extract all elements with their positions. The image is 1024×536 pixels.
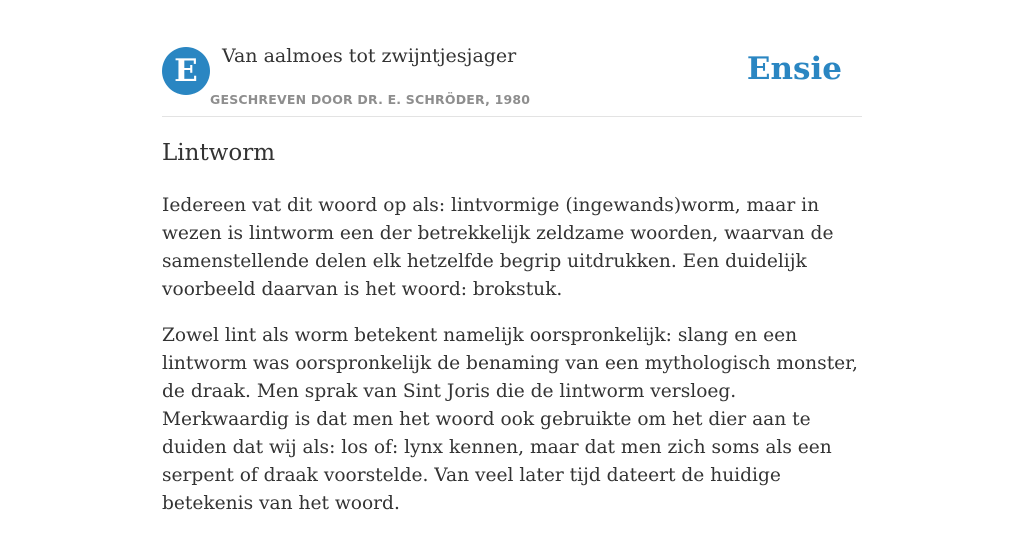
entry-paragraph-1: Iedereen vat dit woord op als: lintvormige (ingewands)worm, maar in wezen is lintworm een der betrekkelijk zeldzame woorden, waarvan de samenstellende delen elk hetzelfde begrip uitdrukken. Een duidelijk voorbeeld daarvan is het woord: brokstuk. — [162, 195, 834, 300]
page-content — [162, 0, 862, 514]
entry-body — [162, 192, 862, 536]
ensie-logo-icon[interactable]: E — [162, 47, 210, 95]
entry-paragraph-2: Zowel lint als worm betekent namelijk oorspronkelijk: slang en een lintworm was oorspronkelijk de benaming van een mythologisch monster, de draak. Men sprak van Sint Joris die de lintworm versloeg. Merkwaardig is dat men het woord ook gebruikte om het dier aan te duiden dat wij als: los of: lynx kennen, maar dat men zich soms als een serpent of draak voorstelde. Van veel later tijd dateert de huidige betekenis van het woord. — [162, 325, 858, 514]
author-byline: GESCHREVEN DOOR DR. E. SCHRÖDER, 1980 — [210, 92, 531, 107]
header — [162, 0, 862, 117]
book-title-link[interactable]: Van aalmoes tot zwijntjesjager — [222, 45, 517, 67]
brand-logo-link[interactable]: Ensie — [746, 51, 842, 87]
entry-headword: Lintworm — [162, 140, 276, 166]
